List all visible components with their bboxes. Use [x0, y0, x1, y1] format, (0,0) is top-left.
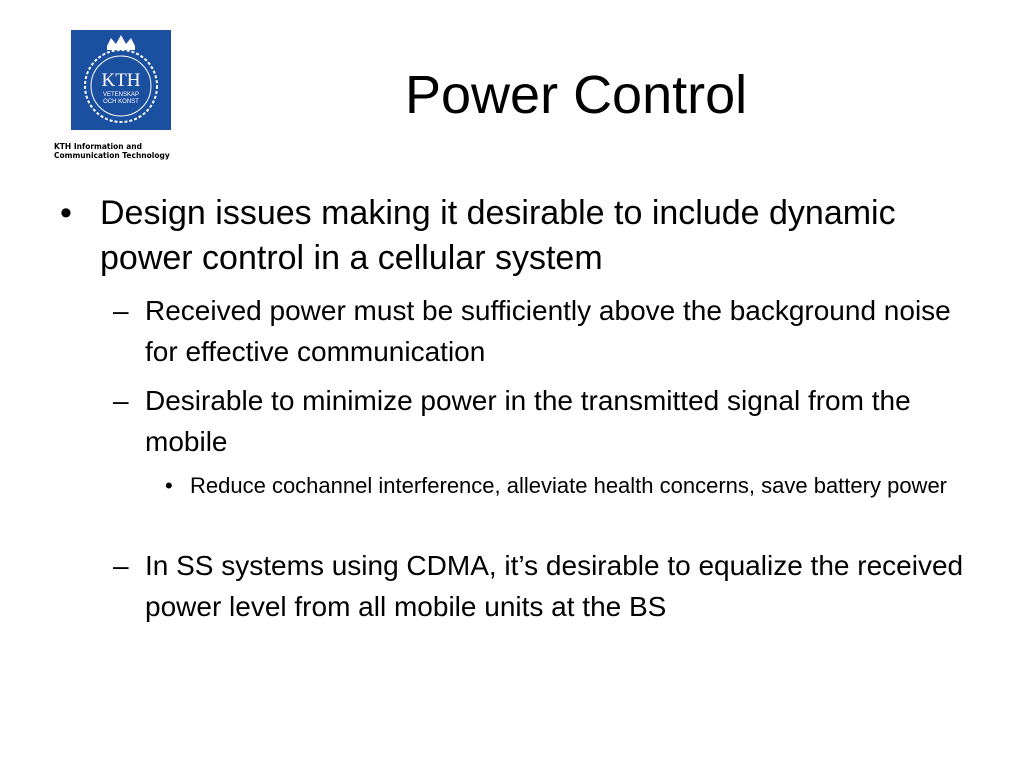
- dash-marker: –: [113, 295, 129, 326]
- sub-bullet-cdma-equalize: In SS systems using CDMA, it’s desirable to equalize the received power level from all mobile units at the BS: [145, 550, 964, 622]
- logo-caption: [54, 142, 204, 160]
- kth-logo-line2: VETENSKAP: [102, 92, 140, 98]
- kth-logo-text: KTH: [101, 70, 141, 91]
- kth-logo-line3: OCH KONST: [103, 99, 139, 105]
- kth-crest-icon: [71, 30, 171, 130]
- slide-title: Power Control: [405, 65, 748, 125]
- bullet-design-issues: Design issues making it desirable to include dynamic power control in a cellular system: [100, 194, 896, 277]
- sub-bullet-received-power: Received power must be sufficiently above the background noise for effective communication: [145, 295, 951, 367]
- logo-caption-line2: Communication Technology: [54, 151, 170, 160]
- dash-marker: –: [113, 550, 129, 581]
- sub-sub-bullet-reduce-interference: Reduce cochannel interference, alleviate health concerns, save battery power: [190, 473, 948, 498]
- sub-bullet-minimize-power: Desirable to minimize power in the transmitted signal from the mobile: [145, 385, 911, 457]
- logo-caption-line1: KTH Information and: [54, 142, 142, 151]
- bullet-marker: •: [165, 473, 173, 498]
- bullet-marker: •: [60, 194, 72, 232]
- kth-emblem: [71, 30, 171, 130]
- dash-marker: –: [113, 385, 129, 416]
